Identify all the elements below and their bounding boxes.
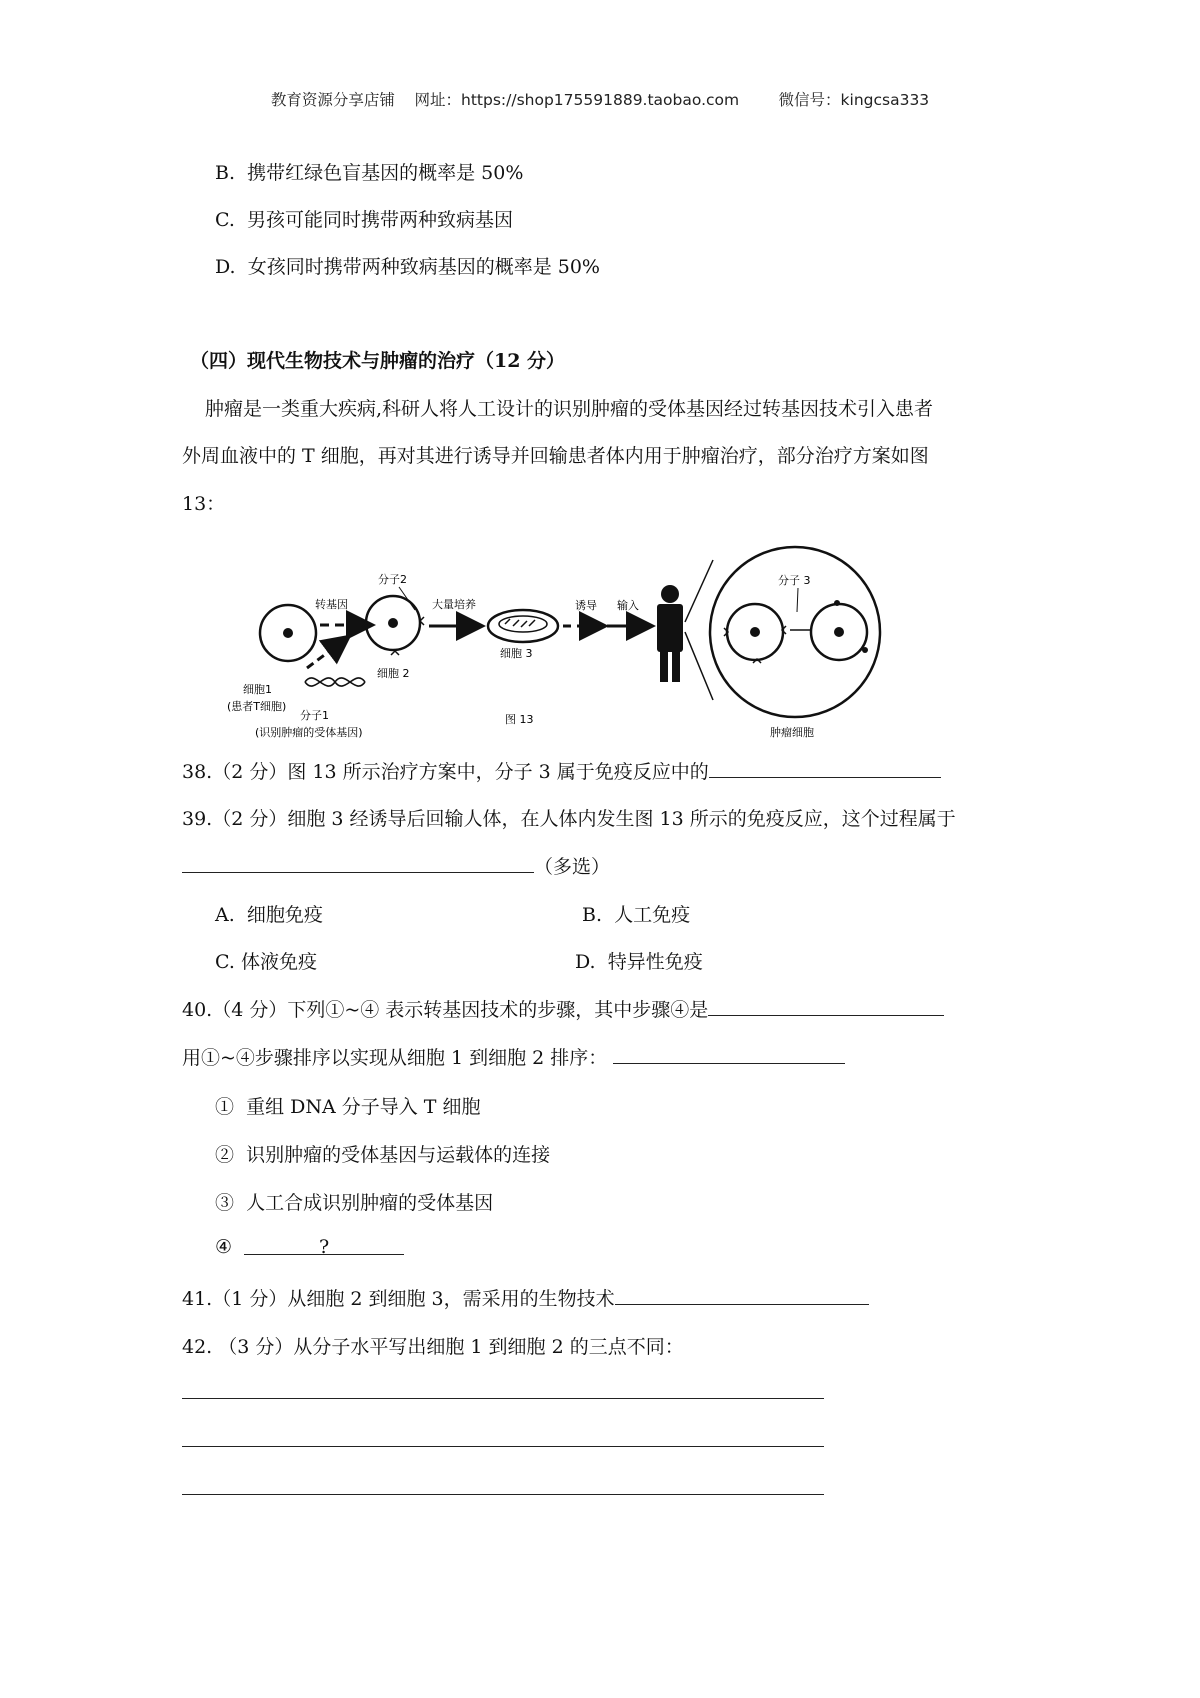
question-42: 42. （3 分）从分子水平写出细胞 1 到细胞 2 的三点不同：: [182, 1336, 684, 1358]
transgene-label: 转基因: [315, 598, 348, 611]
answer-blank-38[interactable]: [709, 759, 941, 778]
question-38: 38.（2 分）图 13 所示治疗方案中，分子 3 属于免疫反应中的: [182, 757, 941, 784]
answer-blank-40-order[interactable]: [613, 1045, 845, 1064]
answer-blank-41[interactable]: [615, 1286, 869, 1305]
intro-line-1: 肿瘤是一类重大疾病,科研人将人工设计的识别肿瘤的受体基因经过转基因技术引入患者: [205, 398, 934, 420]
magnified-view: [710, 547, 880, 717]
question-39: 39.（2 分）细胞 3 经诱导后回输人体，在人体内发生图 13 所示的免疫反应，这个过程属于: [182, 808, 956, 830]
q40-step-3: ③ 人工合成识别肿瘤的受体基因: [215, 1192, 494, 1214]
human-figure-icon: [657, 585, 683, 682]
answer-line-42-1[interactable]: [182, 1398, 824, 1399]
option-c: C. 男孩可能同时携带两种致病基因: [215, 209, 514, 231]
mol-3-label: 分子 3: [778, 574, 811, 587]
cell-1: [260, 605, 316, 661]
tumor-cell: [790, 600, 868, 660]
page-header: 教育资源分享店铺 网址：https://shop175591889.taobao.com 微信号：kingcsa333: [270, 91, 930, 109]
q40-step-4: ④ ?: [215, 1236, 404, 1258]
cell-1-sublabel: (患者T细胞): [227, 700, 287, 713]
answer-blank-39[interactable]: [182, 854, 534, 873]
dna-molecule-1: [305, 678, 365, 686]
step-4-blank[interactable]: ?: [244, 1236, 404, 1255]
answer-line-42-3[interactable]: [182, 1494, 824, 1495]
intro-line-3: 13：: [182, 493, 226, 515]
figure-13: [215, 540, 1045, 750]
tumor-label: 肿瘤细胞: [770, 726, 814, 739]
answer-blank-40-step4[interactable]: [708, 997, 944, 1016]
question-41: 41.（1 分）从细胞 2 到细胞 3，需采用的生物技术: [182, 1284, 869, 1311]
cell-3-label: 细胞 3: [500, 647, 533, 660]
question-40-order: 用①~④步骤排序以实现从细胞 1 到细胞 2 排序：: [182, 1043, 845, 1070]
mol-1-sublabel: (识别肿瘤的受体基因): [255, 726, 363, 739]
question-39-continued: （多选）: [182, 852, 610, 879]
figure-caption: 图 13: [505, 713, 534, 726]
q40-step-1: ① 重组 DNA 分子导入 T 细胞: [215, 1096, 481, 1118]
option-b: B. 携带红绿色盲基因的概率是 50%: [215, 162, 524, 184]
cell-1-label: 细胞1: [243, 683, 272, 696]
cell-2: [362, 596, 424, 655]
q40-step-2: ② 识别肿瘤的受体基因与运载体的连接: [215, 1144, 551, 1166]
cell-2-label: 细胞 2: [377, 667, 410, 680]
q39-option-d: D. 特异性免疫: [575, 951, 703, 973]
input-label: 输入: [617, 599, 639, 612]
question-40: 40.（4 分）下列①~④ 表示转基因技术的步骤，其中步骤④是: [182, 995, 944, 1022]
petri-dish-cell-3: [488, 610, 558, 642]
culture-label: 大量培养: [432, 598, 476, 611]
induce-label: 诱导: [575, 599, 597, 612]
answer-line-42-2[interactable]: [182, 1446, 824, 1447]
q39-option-b: B. 人工免疫: [582, 904, 691, 926]
q39-option-a: A. 细胞免疫: [215, 904, 323, 926]
t-cell-magnified: [724, 604, 786, 663]
section-title: （四）现代生物技术与肿瘤的治疗（12 分）: [190, 350, 566, 372]
option-d: D. 女孩同时携带两种致病基因的概率是 50%: [215, 256, 600, 278]
mol-2-label: 分子2: [378, 573, 407, 586]
intro-line-2: 外周血液中的 T 细胞，再对其进行诱导并回输患者体内用于肿瘤治疗，部分治疗方案如图: [182, 445, 929, 467]
q39-option-c: C. 体液免疫: [215, 951, 317, 973]
mol-1-label: 分子1: [300, 709, 329, 722]
